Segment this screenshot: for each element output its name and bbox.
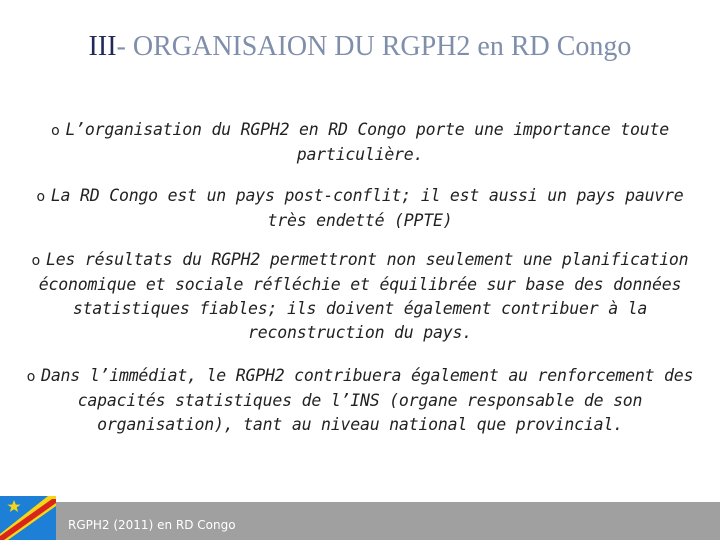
bullet-paragraph-2 bbox=[24, 184, 696, 233]
title-prefix: III bbox=[88, 31, 117, 62]
bullet-marker: o bbox=[31, 253, 40, 269]
bullet-text: Les résultats du RGPH2 permettront non seulement une planification économique et sociale réfléchie et équilibrée sur base des données statistiques fiables; ils doivent également contribuer à la reconstruction du pays. bbox=[38, 250, 689, 342]
bullet-paragraph-4 bbox=[24, 364, 696, 437]
bullet-marker: o bbox=[51, 123, 60, 139]
title-text: - ORGANISAION DU RGPH2 en RD Congo bbox=[116, 31, 632, 62]
slide-title bbox=[40, 28, 680, 66]
footer-text: RGPH2 (2011) en RD Congo bbox=[68, 518, 236, 532]
bullet-marker: o bbox=[36, 189, 45, 205]
drc-flag-icon bbox=[0, 496, 56, 540]
bullet-paragraph-1 bbox=[24, 118, 696, 167]
bullet-paragraph-3 bbox=[24, 248, 696, 345]
bullet-marker: o bbox=[26, 369, 36, 385]
bullet-text: Dans l’immédiat, le RGPH2 contribuera également au renforcement des capacités statistiques de l’INS (organe responsable de son organisation), tant au niveau national que provincial. bbox=[41, 366, 694, 434]
bullet-text: La RD Congo est un pays post-conflit; il est aussi un pays pauvre très endetté (PPTE) bbox=[50, 186, 684, 230]
bullet-text: L’organisation du RGPH2 en RD Congo porte une importance toute particulière. bbox=[65, 120, 669, 164]
